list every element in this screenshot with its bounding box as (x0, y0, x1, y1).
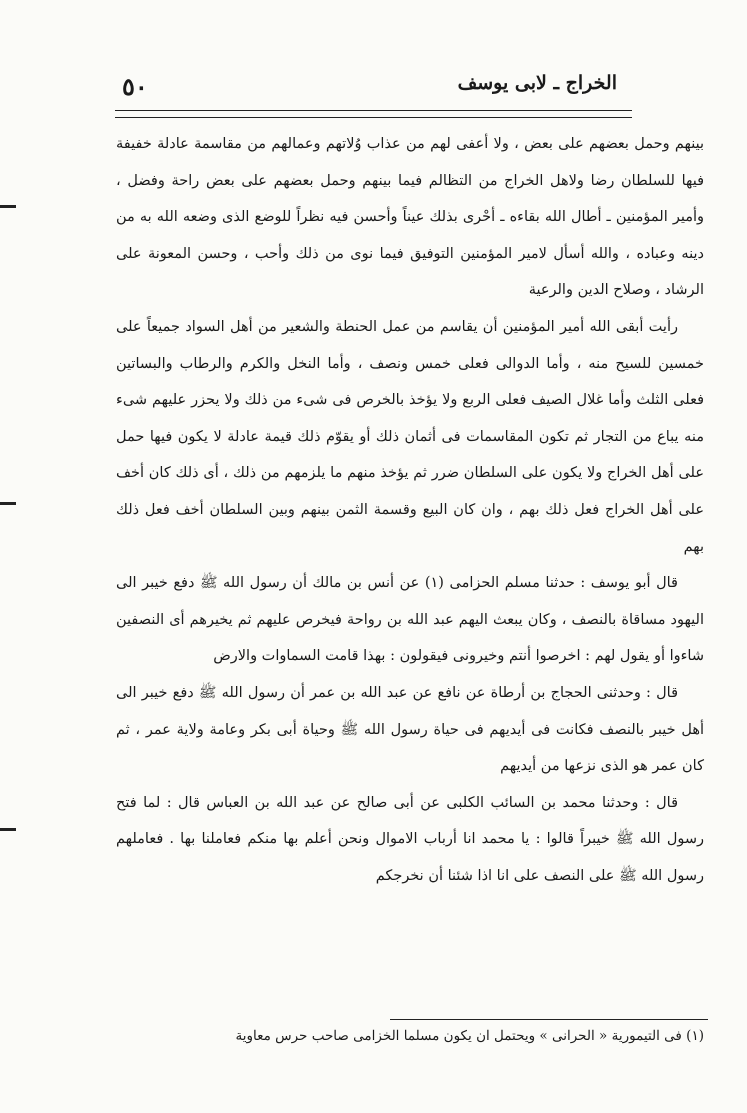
margin-mark (0, 502, 16, 505)
margin-mark (0, 205, 16, 208)
paragraph: رأيت أبقى الله أمير المؤمنين أن يقاسم من عمل الحنطة والشعير من أهل السواد جميعاً على خمسين للسيح منه ، وأما الدوالى فعلى خمس ونصف ، وأما النخل والكرم والرطاب والبساتين فعلى الثلث وأما غلال الصيف فعلى الربع ولا يؤخذ بالخرص فى شىء من ذلك ولا يحزر عليهم شىء منه يباع من التجار ثم تكون المقاسمات فى أثمان ذلك أو يقوّم ذلك قيمة عادلة لا يكون فيها حمل على أهل الخراج ولا يكون على السلطان ضرر ثم يؤخذ منهم ما يلزمهم من ذلك ، أى ذلك كان أخف على أهل الخراج فعل ذلك بهم ، وان كان البيع وقسمة الثمن بينهم وبين السلطان أخف فعل ذلك بهم (116, 318, 704, 555)
paragraph: بينهم وحمل بعضهم على بعض ، ولا أعفى لهم من عذاب وُلاتهم وعمالهم من مقاسمة عادلة خفيفة فيها للسلطان رضا ولاهل الخراج من التظالم فيما بينهم وحمل بعضهم على بعض راحة وفضل ، وأمير المؤمنين ـ أطال الله بقاءه ـ أحْرى بذلك عيناً وأحسن فيه نظراً للوضع الذى وضعه الله به من دينه وعباده ، والله أسأل لامير المؤمنين التوفيق فيما نوى من ذلك وأحب ، وحسن المعونة على الرشاد ، وصلاح الدين والرعية (116, 136, 704, 299)
running-title: الخراج ـ لابى يوسف (457, 72, 617, 94)
margin-mark (0, 828, 16, 831)
footnote-rule (390, 1019, 708, 1020)
footnote: (١) فى التيمورية « الحرانى » ويحتمل ان يكون مسلما الخزامى صاحب حرس معاوية (235, 1028, 704, 1044)
body-text (116, 126, 704, 894)
header-rule (115, 110, 632, 111)
paragraph: قال أبو يوسف : حدثنا مسلم الحزامى (١) عن أنس بن مالك أن رسول الله ﷺ دفع خيبر الى اليهود مساقاة بالنصف ، وكان يبعث اليهم عبد الله بن رواحة فيخرص عليهم ثم يخيرهم أى النصفين شاءوا أو يقول لهم : اخرصوا أنتم وخيرونى فيقولون : بهذا قامت السماوات والارض (116, 575, 704, 665)
page-number: ٥٠ (122, 72, 148, 101)
header-rule-thin (115, 117, 632, 118)
paragraph: قال : وحدثنا محمد بن السائب الكلبى عن أبى صالح عن عبد الله بن العباس قال : لما فتح رسول الله ﷺ خيبراً قالوا : يا محمد انا أرباب الاموال ونحن أعلم بها منكم فعاملنا بها . فعاملهم رسول الله ﷺ على النصف على انا اذا شئنا أن نخرجكم (116, 794, 704, 884)
paragraph: قال : وحدثنى الحجاج بن أرطاة عن نافع عن عبد الله بن عمر أن رسول الله ﷺ دفع خيبر الى أهل خيبر بالنصف فكانت فى أيديهم فى حياة رسول الله ﷺ وحياة أبى بكر وعامة ولاية عمر ، ثم كان عمر هو الذى نزعها من أيديهم (116, 684, 704, 775)
